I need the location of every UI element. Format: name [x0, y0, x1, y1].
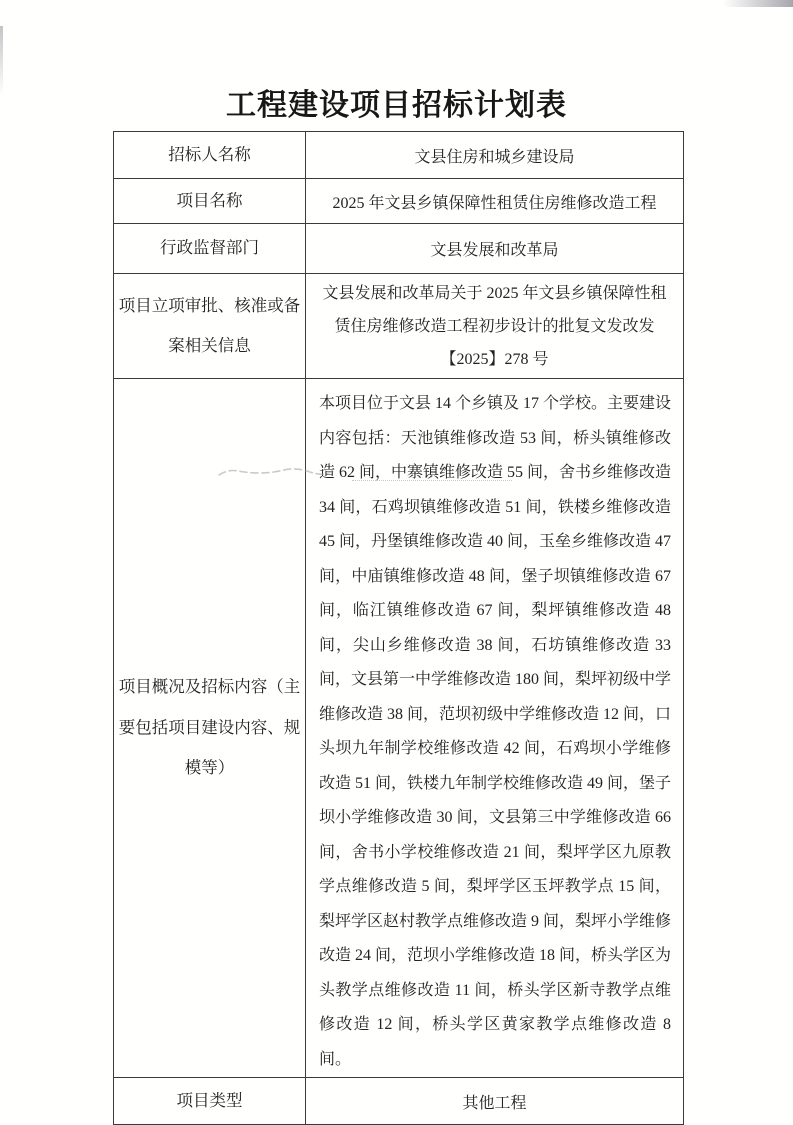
- row-value: 文县住房和城乡建设局: [306, 132, 684, 179]
- row-value: 其他工程: [306, 1078, 684, 1125]
- row-value: 文县发展和改革局关于 2025 年文县乡镇保障性租赁住房维修改造工程初步设计的批复文发改发【2025】278 号: [306, 274, 684, 379]
- row-project-overview: [114, 379, 684, 1078]
- row-bidder-name: [114, 132, 684, 179]
- bidding-plan-table: [113, 131, 684, 1125]
- scan-edge-artifact: [723, 0, 793, 7]
- page-title: 工程建设项目招标计划表: [226, 89, 567, 122]
- row-label: 项目类型: [114, 1078, 306, 1125]
- row-label: 招标人名称: [114, 132, 306, 179]
- row-value: 文县发展和改革局: [306, 224, 684, 274]
- row-value: 本项目位于文县 14 个乡镇及 17 个学校。主要建设内容包括：天池镇维修改造 53 间，桥头镇维修改造 62 间，中寨镇维修改造 55 间，舍书乡维修改造 34 间，石鸡坝镇维修改造 51 间，铁楼乡维修改造 45 间，丹堡镇维修改造 40 间，玉垒乡维修改造 47 间，中庙镇维修改造 48 间，堡子坝镇维修改造 67 间，临江镇维修改造 67 间，梨坪镇维修改造 48 间，尖山乡维修改造 38 间，石坊镇维修改造 33 间，文县第一中学维修改造 180 间，梨坪初级中学维修改造 38 间，范坝初级中学维修改造 12 间，口头坝九年制学校维修改造 42 间，石鸡坝小学维修改造 51 间，铁楼九年制学校维修改造 49 间，堡子坝小学维修改造 30 间，文县第三中学维修改造 66 间，舍书小学校维修改造 21 间，梨坪学区九原教学点维修改造 5 间，梨坪学区玉坪教学点 15 间，梨坪学区赵村教学点维修改造 9 间，梨坪小学维修改造 24 间，范坝小学维修改造 18 间，桥头学区为头教学点维修改造 11 间，桥头学区新寺教学点维修改造 12 间，桥头学区黄家教学点维修改造 8 间。: [306, 379, 684, 1078]
- row-label: 行政监督部门: [114, 224, 306, 274]
- row-supervision-dept: [114, 224, 684, 274]
- row-value: 2025 年文县乡镇保障性租赁住房维修改造工程: [306, 179, 684, 224]
- row-label: 项目立项审批、核准或备案相关信息: [114, 274, 306, 379]
- row-project-type: [114, 1078, 684, 1125]
- row-label: 项目概况及招标内容（主要包括项目建设内容、规模等）: [114, 379, 306, 1078]
- row-project-name: [114, 179, 684, 224]
- row-label: 项目名称: [114, 179, 306, 224]
- row-approval-info: [114, 274, 684, 379]
